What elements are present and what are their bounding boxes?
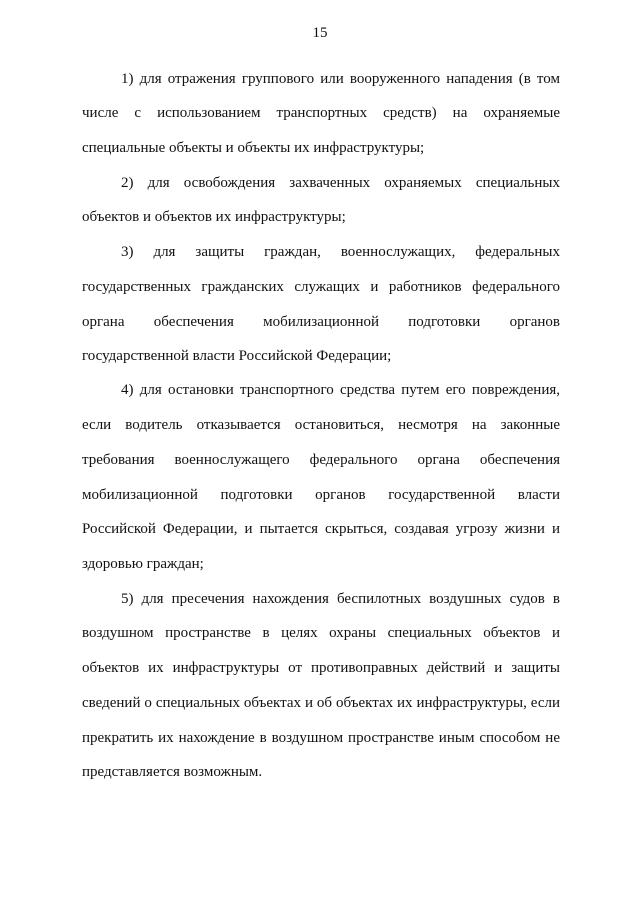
item-5-line-1: 5) для пресечения нахождения беспилотных воздушных судов в <box>121 591 560 607</box>
item-4-line-4: мобилизационной подготовки органов государственной власти <box>82 487 560 503</box>
item-5-line-3: объектов их инфраструктуры от противоправных действий и защиты <box>82 660 560 676</box>
item-1-line-3: специальные объекты и объекты их инфраструктуры; <box>82 140 425 156</box>
item-4-line-6: здоровью граждан; <box>82 556 204 572</box>
item-3-line-4: государственной власти Российской Федерации; <box>82 348 392 364</box>
item-4-line-1: 4) для остановки транспортного средства путем его повреждения, <box>121 382 560 398</box>
item-3-line-3: органа обеспечения мобилизационной подготовки органов <box>82 314 560 330</box>
item-2-line-2: объектов и объектов их инфраструктуры; <box>82 209 346 225</box>
item-5-line-4: сведений о специальных объектах и об объектах их инфраструктуры, если <box>82 695 560 711</box>
item-4-line-2: если водитель отказывается остановиться, несмотря на законные <box>82 417 560 433</box>
item-5-line-6: представляется возможным. <box>82 764 263 780</box>
item-4-line-5: Российской Федерации, и пытается скрыться, создавая угрозу жизни и <box>82 521 560 537</box>
item-5-line-2: воздушном пространстве в целях охраны специальных объектов и <box>82 625 560 641</box>
item-5-line-5: прекратить их нахождение в воздушном пространстве иным способом не <box>82 730 560 746</box>
item-1-line-2: числе с использованием транспортных средств) на охраняемые <box>82 105 560 121</box>
page-number: 15 <box>312 25 328 41</box>
item-3-line-2: государственных гражданских служащих и работников федерального <box>82 279 560 295</box>
item-3-line-1: 3) для защиты граждан, военнослужащих, федеральных <box>121 244 560 260</box>
item-2-line-1: 2) для освобождения захваченных охраняемых специальных <box>121 175 560 191</box>
item-4-line-3: требования военнослужащего федерального органа обеспечения <box>82 452 560 468</box>
item-1-line-1: 1) для отражения группового или вооруженного нападения (в том <box>121 71 560 87</box>
